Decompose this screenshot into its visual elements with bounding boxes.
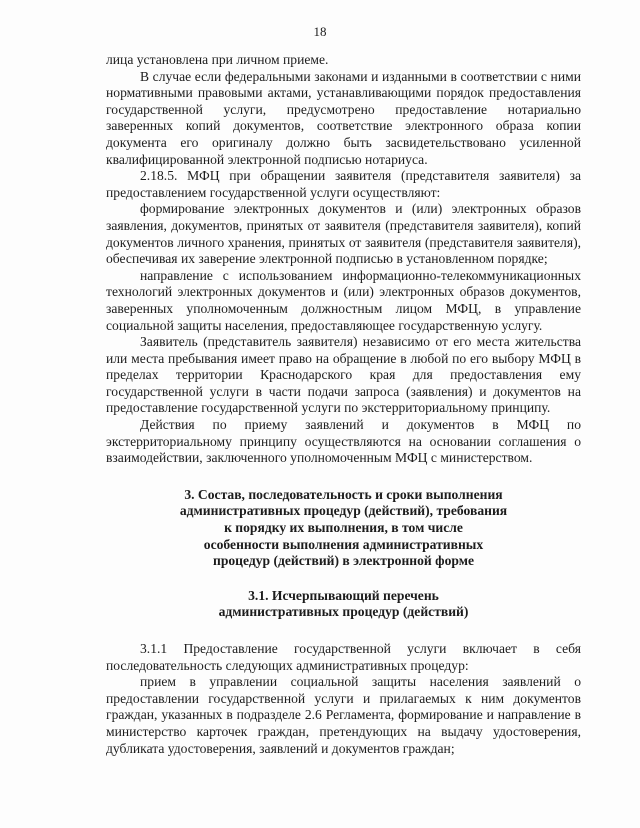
page-number: 18 [313, 24, 327, 39]
paragraph-2-18-5: 2.18.5. МФЦ при обращении заявителя (представителя заявителя) за предоставлением государственной услуги осуществляют: [106, 168, 581, 200]
paragraph-notary-copies: В случае если федеральными законами и изданными в соответствии с ними нормативными правовыми актами, устанавливающими порядок предоставления государственной услуги, предусмотрено предоставление нотариально заверенных копий документов, соответствие электронного образа копии документа его оригиналу должно быть засвидетельствовано усиленной квалифицированной электронной подписью нотариуса. [106, 68, 581, 167]
paragraph-sending-documents: направление с использованием информационно-телекоммуникационных технологий электронных документов и (или) электронных образов документов, заверенных уполномоченным должностным лицом МФЦ, в управление социальной защиты населения, предоставляющее государственную услугу. [106, 267, 581, 333]
paragraph-extraterritorial-right: Заявитель (представитель заявителя) независимо от его места жительства или места пребывания имеет право на обращение в любой по его выбору МФЦ в пределах территории Краснодарского края для предоставления ему государственной услуги в части подачи запроса (заявления) и документов на предоставление государственной услуги по экстерриториальному принципу. [106, 334, 581, 416]
section-heading: 3. Состав, последовательность и сроки выполнения административных процедур (действий), требования к порядку их выполнения, в том числе особенности выполнения административных процедур (действий) в электронной форме [179, 486, 508, 569]
paragraph-extraterritorial-agreement: Действия по приему заявлений и документов в МФЦ по экстерриториальному принципу осуществляются на основании соглашения о взаимодействии, заключенного уполномоченным МФЦ с министерством. [106, 417, 581, 466]
subsection-heading: 3.1. Исчерпывающий перечень административных процедур (действий) [218, 587, 469, 620]
paragraph-reception-procedure: прием в управлении социальной защиты населения заявлений о предоставлении государственной услуги и прилагаемых к ним документов граждан, указанных в подразделе 2.6 Регламента, формирование и направление в министерство карточек граждан, претендующих на выдачу удостоверения, дубликата удостоверения, заявлений и документов граждан; [106, 674, 581, 756]
paragraph-continuation: лица установлена при личном приеме. [106, 52, 329, 67]
paragraph-3-1-1: 3.1.1 Предоставление государственной услуги включает в себя последовательность следующих административных процедур: [106, 641, 581, 673]
document-body [106, 52, 581, 757]
paragraph-electronic-documents: формирование электронных документов и (или) электронных образов заявления, документов, принятых от заявителя (представителя заявителя), копий документов личного хранения, принятых от заявителя (представителя заявителя), обеспечивая их заверение электронной подписью в установленном порядке; [106, 201, 581, 267]
